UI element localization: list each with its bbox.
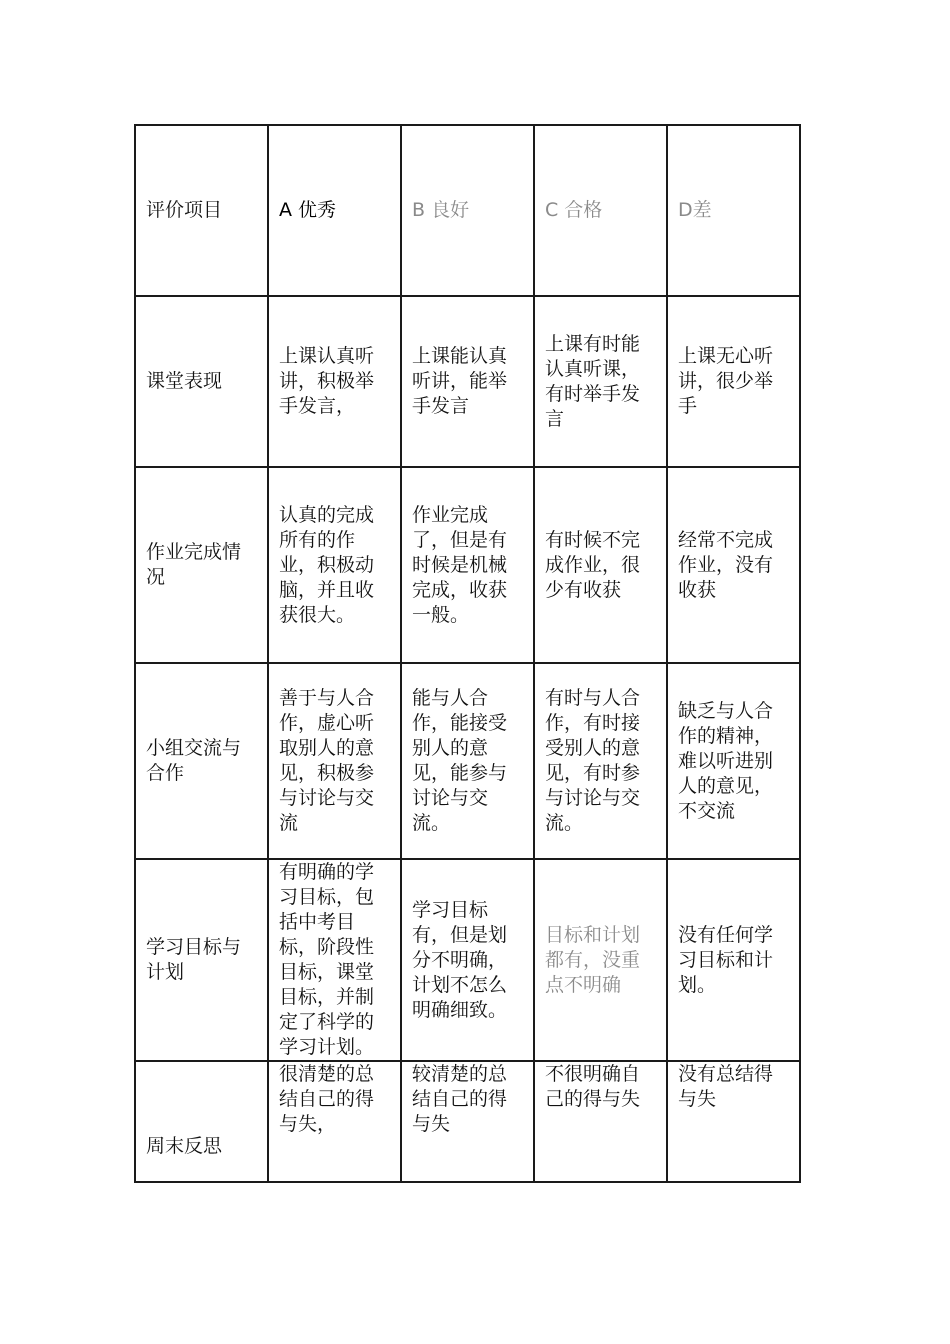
cell-grade-b: 较清楚的总结自己的得与失: [401, 1061, 534, 1182]
cell-grade-c: 有时候不完成作业，很少有收获: [534, 467, 667, 663]
table-row: [135, 467, 800, 663]
cell-grade-d: 没有总结得与失: [667, 1061, 800, 1182]
cell-grade-c: 有时与人合作，有时接受别人的意见，有时参与讨论与交流。: [534, 663, 667, 859]
cell-grade-a: 上课认真听讲，积极举手发言，: [268, 296, 401, 467]
header-row: [135, 125, 800, 296]
cell-grade-b: 作业完成了，但是有时候是机械完成，收获一般。: [401, 467, 534, 663]
row-item: 小组交流与合作: [135, 663, 268, 859]
header-grade-a: A 优秀: [268, 125, 401, 296]
cell-grade-a: 认真的完成所有的作业，积极动脑，并且收获很大。: [268, 467, 401, 663]
cell-grade-c: 不很明确自己的得与失: [534, 1061, 667, 1182]
cell-grade-d: 没有任何学习目标和计划。: [667, 859, 800, 1061]
table-row: [135, 296, 800, 467]
header-grade-c: C 合格: [534, 125, 667, 296]
row-item: 周末反思: [135, 1061, 268, 1182]
cell-grade-b: 上课能认真听讲，能举手发言: [401, 296, 534, 467]
cell-grade-d: 经常不完成作业，没有收获: [667, 467, 800, 663]
row-item: 作业完成情况: [135, 467, 268, 663]
cell-grade-b: 学习目标有，但是划分不明确，计划不怎么明确细致。: [401, 859, 534, 1061]
evaluation-table: [134, 124, 801, 1183]
header-grade-b: B 良好: [401, 125, 534, 296]
row-item: 学习目标与计划: [135, 859, 268, 1061]
table-row: [135, 1061, 800, 1182]
cell-grade-b: 能与人合作，能接受别人的意见，能参与讨论与交流。: [401, 663, 534, 859]
cell-grade-a: 有明确的学习目标，包括中考目标，阶段性目标，课堂目标，并制定了科学的学习计划。: [268, 859, 401, 1061]
table-row: [135, 663, 800, 859]
header-grade-d: D差: [667, 125, 800, 296]
cell-grade-c: 目标和计划都有，没重点不明确: [534, 859, 667, 1061]
table-row: [135, 859, 800, 1061]
cell-grade-d: 缺乏与人合作的精神，难以听进别人的意见，不交流: [667, 663, 800, 859]
cell-grade-a: 善于与人合作，虚心听取别人的意见，积极参与讨论与交流: [268, 663, 401, 859]
row-item: 课堂表现: [135, 296, 268, 467]
cell-grade-a: 很清楚的总结自己的得与失，: [268, 1061, 401, 1182]
cell-grade-d: 上课无心听讲，很少举手: [667, 296, 800, 467]
cell-grade-c: 上课有时能认真听课，有时举手发言: [534, 296, 667, 467]
header-item: 评价项目: [135, 125, 268, 296]
